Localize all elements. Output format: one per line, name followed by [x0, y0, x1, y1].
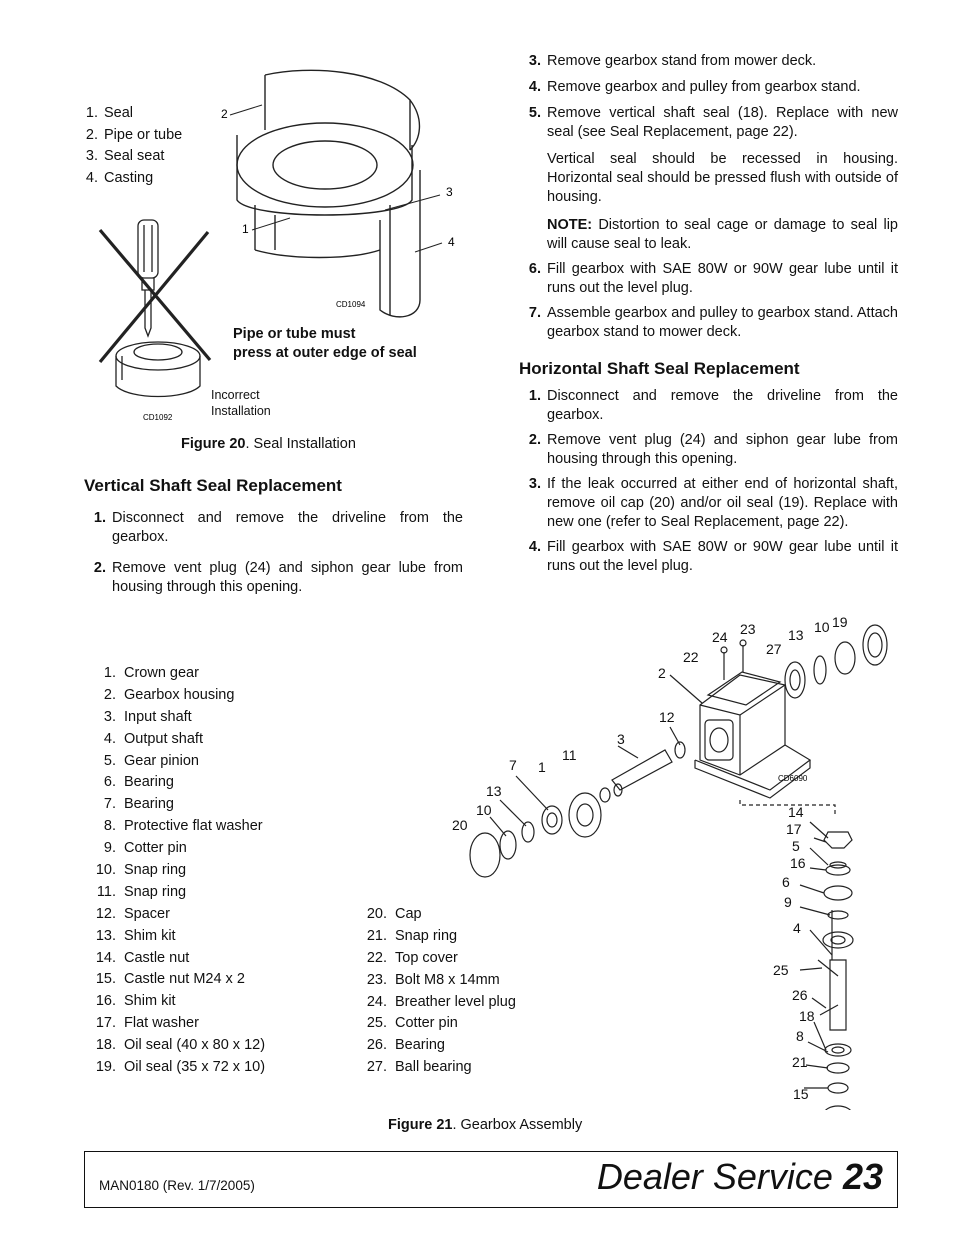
callout-14: 14	[788, 804, 804, 820]
callout-2: 2	[221, 107, 228, 121]
callout-22: 22	[683, 649, 699, 665]
legend-item: 22. Top cover	[366, 949, 458, 966]
figure-code: CD6090	[778, 774, 808, 783]
step-item: 3. Remove gearbox stand from mower deck.	[528, 53, 817, 69]
step-item: 2. Remove vent plug (24) and siphon gear lube from housing through this opening.	[528, 432, 898, 467]
figure21-caption: Figure 21. Gearbox Assembly	[388, 1117, 583, 1133]
legend-item: 7. Bearing	[103, 796, 174, 813]
step-item: 1. Disconnect and remove the driveline from the gearbox.	[93, 510, 463, 545]
legend-item: 2. Pipe or tube	[85, 126, 183, 143]
legend-item: 23. Bolt M8 x 14mm	[366, 971, 500, 988]
figure-code: CD1094	[336, 300, 366, 309]
callout-16: 16	[790, 855, 806, 871]
step-item: 4. Fill gearbox with SAE 80W or 90W gear lube until it runs out the level plug.	[528, 539, 898, 574]
legend-item: 3. Input shaft	[103, 708, 192, 725]
callout-13: 13	[788, 627, 804, 643]
legend-item: 14. Castle nut	[95, 949, 190, 966]
vertical-steps-continued	[519, 52, 898, 142]
incorrect-label: Incorrect Installation	[211, 388, 271, 418]
callout-7: 7	[509, 757, 517, 773]
callout-26: 26	[792, 987, 808, 1003]
legend-item: 4. Output shaft	[103, 730, 203, 747]
page-footer	[84, 1151, 898, 1208]
callout-24: 24	[712, 629, 728, 645]
callout-3: 3	[446, 185, 453, 199]
legend-item: 6. Bearing	[103, 774, 174, 791]
callout-1: 1	[242, 222, 249, 236]
legend-item: 3. Seal seat	[85, 148, 165, 165]
callout-13: 13	[486, 783, 502, 799]
callout-19: 19	[832, 614, 848, 630]
legend-item: 13. Shim kit	[95, 927, 176, 944]
step-item: 7. Assemble gearbox and pulley to gearbox stand. Attach gearbox stand to mower deck.	[528, 305, 898, 340]
legend-item: 19. Oil seal (35 x 72 x 10)	[95, 1059, 266, 1076]
callout-11: 11	[562, 747, 577, 763]
callout-5: 5	[792, 838, 800, 854]
legend-item: 27. Ball bearing	[366, 1059, 472, 1076]
legend-item: 10. Snap ring	[95, 862, 187, 879]
callout-10: 10	[814, 619, 830, 635]
note-paragraph: NOTE: Distortion to seal cage or damage to seal lip will cause seal to leak.	[547, 217, 898, 252]
legend-item: 1. Crown gear	[103, 665, 199, 681]
legend-item: 25. Cotter pin	[366, 1015, 458, 1032]
legend-item: 15. Castle nut M24 x 2	[95, 971, 245, 988]
callout-8: 8	[796, 1028, 804, 1044]
callout-4: 4	[448, 235, 455, 249]
gearbox-exploded-view	[440, 610, 900, 1110]
legend-item: 4. Casting	[85, 169, 154, 186]
callout-27: 27	[766, 641, 782, 657]
callout-3: 3	[617, 731, 625, 747]
legend-item: 26. Bearing	[366, 1037, 445, 1054]
step-item: 2. Remove vent plug (24) and siphon gear lube from housing through this opening.	[93, 560, 463, 595]
vertical-steps-final	[519, 260, 898, 342]
legend-item: 1. Seal	[85, 105, 134, 121]
step-item: 3. If the leak occurred at either end of horizontal shaft, remove oil cap (20) and/or oil seal (19). Replace with new one (refer to Seal Replacement, page 22).	[528, 476, 898, 530]
seal-installation-illustration	[90, 60, 470, 430]
callout-21: 21	[792, 1054, 808, 1070]
page-number: 23	[842, 1156, 883, 1197]
legend-item: 18. Oil seal (40 x 80 x 12)	[95, 1037, 266, 1054]
legend-item: 20. Cap	[366, 906, 422, 922]
callout-10: 10	[476, 802, 492, 818]
legend-item: 9. Cotter pin	[103, 840, 187, 857]
legend-item: 2. Gearbox housing	[103, 686, 235, 703]
legend-item: 17. Flat washer	[95, 1015, 199, 1032]
callout-4: 4	[793, 920, 801, 936]
vertical-heading: Vertical Shaft Seal Replacement	[84, 476, 342, 495]
callout-9: 9	[784, 894, 792, 910]
legend-item: 11. Snap ring	[96, 883, 187, 900]
legend-item: 12. Spacer	[95, 905, 170, 922]
step-item: 5. Remove vertical shaft seal (18). Replace with new seal (see Seal Replacement, page 22).	[528, 105, 898, 140]
callout-15: 15	[793, 1086, 809, 1102]
figure-code: CD1092	[143, 413, 173, 422]
seal-recess-paragraph: Vertical seal should be recessed in housing. Horizontal seal should be pressed flush with outside of housing.	[547, 151, 898, 205]
callout-1: 1	[538, 759, 546, 775]
step-item: 1. Disconnect and remove the driveline from the gearbox.	[528, 388, 898, 423]
figure20-caption: Figure 20. Seal Installation	[181, 436, 356, 452]
figure21-legend-left	[84, 663, 265, 1079]
correct-note: Pipe or tube must press at outer edge of seal	[233, 326, 417, 361]
legend-item: 5. Gear pinion	[103, 752, 199, 769]
callout-2: 2	[658, 665, 666, 681]
legend-item: 21. Snap ring	[366, 927, 458, 944]
callout-25: 25	[773, 962, 789, 978]
legend-item: 24. Breather level plug	[366, 993, 516, 1010]
step-item: 4. Remove gearbox and pulley from gearbox stand.	[528, 79, 861, 95]
callout-20: 20	[452, 817, 468, 833]
callout-23: 23	[740, 621, 756, 637]
horizontal-steps-list	[519, 387, 898, 576]
callout-17: 17	[786, 821, 802, 837]
step-item: 6. Fill gearbox with SAE 80W or 90W gear lube until it runs out the level plug.	[528, 261, 898, 296]
callout-12: 12	[659, 709, 675, 725]
callout-18: 18	[799, 1008, 815, 1024]
legend-item: 16. Shim kit	[95, 993, 176, 1010]
section-title: Dealer Service 23	[596, 1156, 883, 1197]
document-code: MAN0180 (Rev. 1/7/2005)	[99, 1178, 255, 1193]
callout-6: 6	[782, 874, 790, 890]
legend-item: 8. Protective flat washer	[103, 818, 263, 835]
horizontal-heading: Horizontal Shaft Seal Replacement	[519, 359, 800, 378]
vertical-steps-list	[84, 509, 463, 597]
